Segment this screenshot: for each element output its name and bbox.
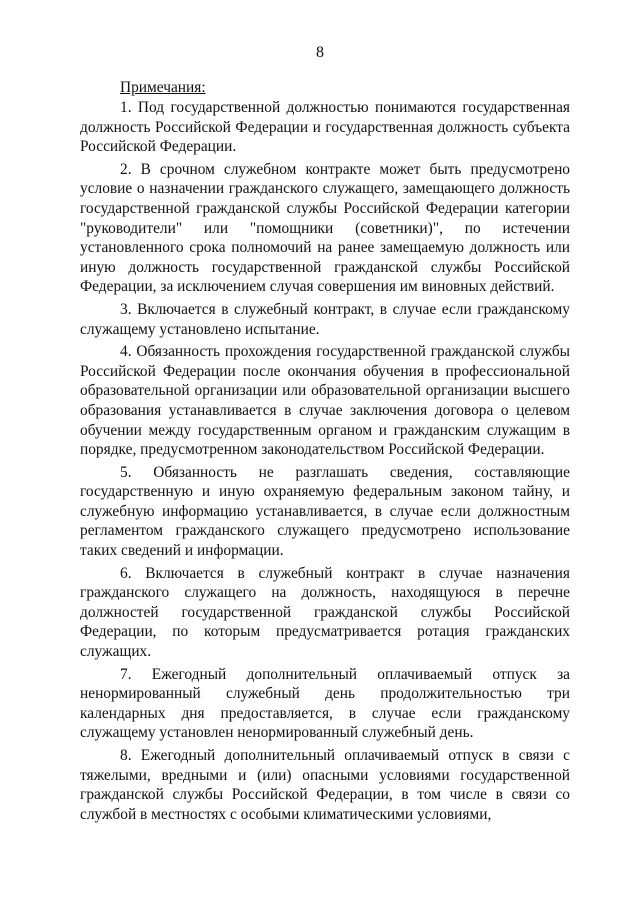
note-7: 7. Ежегодный дополнительный оплачиваемый отпуск за ненормированный служебный день продолжительностью три календарных дня предоставляется, в случае если гражданскому служащему установлен ненормированный служебный день.: [80, 665, 570, 742]
note-2: 2. В срочном служебном контракте может быть предусмотрено условие о назначении гражданского служащего, замещающего должность государственной гражданской службы Российской Федерации категории "руководители" или "помощники (советники)", по истечении установленного срока полномочий на ранее замещаемую должность или иную должность государственной гражданской службы Российской Федерации, за исключением случая совершения им виновных действий.: [80, 160, 570, 296]
note-3: 3. Включается в служебный контракт, в случае если гражданскому служащему установлено испытание.: [80, 300, 570, 338]
note-5: 5. Обязанность не разглашать сведения, составляющие государственную и иную охраняемую федеральным законом тайну, и служебную информацию устанавливается, в случае если должностным регламентом гражданского служащего предусмотрено использование таких сведений и информации.: [80, 463, 570, 560]
note-6: 6. Включается в служебный контракт в случае назначения гражданского служащего на должность, находящуюся в перечне должностей государственной гражданской службы Российской Федерации, по которым предусматривается ротация гражданских служащих.: [80, 564, 570, 661]
notes-section: [80, 78, 570, 827]
page-number: 8: [316, 44, 324, 61]
note-1: 1. Под государственной должностью понимаются государственная должность Российской Федерации и государственная должность субъекта Российской Федерации.: [80, 99, 570, 156]
notes-heading: Примечания:: [120, 79, 206, 96]
note-4: 4. Обязанность прохождения государственной гражданской службы Российской Федерации после окончания обучения в профессиональной образовательной организации или образовательной организации высшего образования устанавливается в случае заключения договора о целевом обучении между государственным органом и гражданским служащим в порядке, предусмотренном законодательством Российской Федерации.: [80, 343, 570, 459]
note-8: 8. Ежегодный дополнительный оплачиваемый отпуск в связи с тяжелыми, вредными и (или) опасными условиями государственной гражданской службы Российской Федерации, в том числе в связи со службой в местностях с особыми климатическими условиями,: [80, 747, 570, 823]
